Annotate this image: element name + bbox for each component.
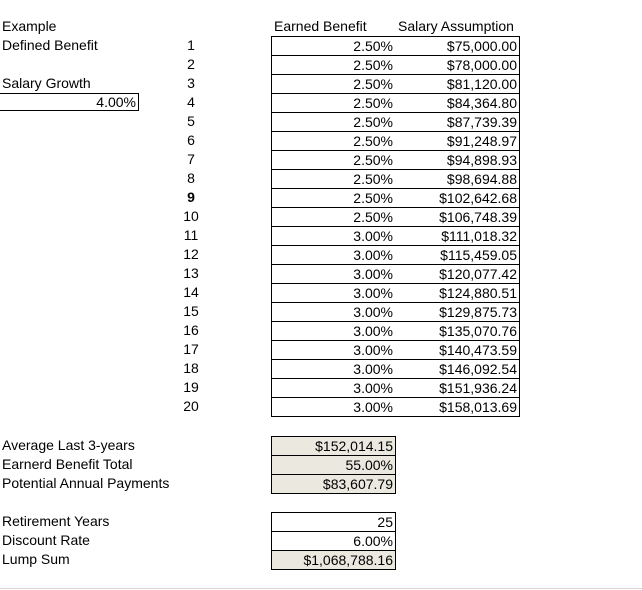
lump-sum-label: Lump Sum [2, 551, 70, 567]
salary-assumption-cell[interactable]: $81,120.00 [395, 75, 520, 94]
earned-benefit-total-label: Earnerd Benefit Total [2, 456, 133, 472]
salary-assumption-cell[interactable]: $115,459.05 [395, 246, 520, 265]
earned-benefit-cell[interactable]: 3.00% [271, 265, 396, 284]
salary-assumption-cell[interactable]: $158,013.69 [395, 398, 520, 417]
row-number: 9 [187, 189, 195, 205]
salary-assumption-cell[interactable]: $91,248.97 [395, 132, 520, 151]
earned-benefit-cell[interactable]: 2.50% [271, 208, 396, 227]
row-number: 4 [187, 94, 195, 110]
salary-assumption-cell[interactable]: $120,077.42 [395, 265, 520, 284]
salary-assumption-header: Salary Assumption [398, 18, 514, 34]
salary-assumption-cell[interactable]: $98,694.88 [395, 170, 520, 189]
salary-growth-label: Salary Growth [2, 75, 91, 91]
row-number: 17 [183, 341, 199, 357]
row-number: 8 [187, 170, 195, 186]
retirement-years-cell[interactable]: 25 [271, 512, 396, 532]
row-number: 16 [183, 322, 199, 338]
row-number: 6 [187, 132, 195, 148]
earned-benefit-cell[interactable]: 2.50% [271, 113, 396, 132]
average-last-3-years-label: Average Last 3-years [2, 437, 135, 453]
salary-assumption-cell[interactable]: $102,642.68 [395, 189, 520, 208]
row-number: 15 [183, 303, 199, 319]
row-number: 1 [187, 37, 195, 53]
salary-assumption-cell[interactable]: $87,739.39 [395, 113, 520, 132]
earned-benefit-cell[interactable]: 3.00% [271, 303, 396, 322]
earned-benefit-cell[interactable]: 2.50% [271, 36, 396, 56]
earned-benefit-cell[interactable]: 3.00% [271, 322, 396, 341]
earned-benefit-cell[interactable]: 2.50% [271, 170, 396, 189]
earned-benefit-cell[interactable]: 2.50% [271, 189, 396, 208]
salary-assumption-cell[interactable]: $124,880.51 [395, 284, 520, 303]
salary-assumption-cell[interactable]: $146,092.54 [395, 360, 520, 379]
potential-annual-payments-label: Potential Annual Payments [2, 475, 170, 491]
row-number: 5 [187, 113, 195, 129]
row-number: 13 [183, 265, 199, 281]
earned-benefit-total-cell[interactable]: 55.00% [271, 456, 396, 475]
salary-assumption-cell[interactable]: $111,018.32 [395, 227, 520, 246]
retirement-years-label: Retirement Years [2, 513, 110, 529]
salary-assumption-cell[interactable]: $129,875.73 [395, 303, 520, 322]
sheet-bottom-edge [0, 588, 642, 589]
salary-assumption-cell[interactable]: $94,898.93 [395, 151, 520, 170]
discount-rate-cell[interactable]: 6.00% [271, 532, 396, 551]
average-last-3-years-cell[interactable]: $152,014.15 [271, 436, 396, 456]
discount-rate-label: Discount Rate [2, 532, 90, 548]
salary-assumption-cell[interactable]: $75,000.00 [395, 36, 520, 56]
earned-benefit-cell[interactable]: 3.00% [271, 246, 396, 265]
earned-benefit-cell[interactable]: 3.00% [271, 379, 396, 398]
earned-benefit-cell[interactable]: 2.50% [271, 75, 396, 94]
salary-assumption-cell[interactable]: $84,364.80 [395, 94, 520, 113]
earned-benefit-cell[interactable]: 2.50% [271, 151, 396, 170]
earned-benefit-cell[interactable]: 2.50% [271, 94, 396, 113]
row-number: 18 [183, 360, 199, 376]
row-number: 12 [183, 246, 199, 262]
earned-benefit-header: Earned Benefit [274, 18, 367, 34]
potential-annual-payments-cell[interactable]: $83,607.79 [271, 475, 396, 494]
earned-benefit-cell[interactable]: 3.00% [271, 341, 396, 360]
row-number: 14 [183, 284, 199, 300]
earned-benefit-cell[interactable]: 2.50% [271, 56, 396, 75]
earned-benefit-cell[interactable]: 2.50% [271, 132, 396, 151]
earned-benefit-cell[interactable]: 3.00% [271, 284, 396, 303]
salary-assumption-cell[interactable]: $78,000.00 [395, 56, 520, 75]
defined-benefit-label: Defined Benefit [2, 37, 98, 53]
earned-benefit-cell[interactable]: 3.00% [271, 227, 396, 246]
salary-assumption-cell[interactable]: $151,936.24 [395, 379, 520, 398]
row-number: 19 [183, 379, 199, 395]
row-number: 3 [187, 75, 195, 91]
earned-benefit-cell[interactable]: 3.00% [271, 360, 396, 379]
example-label: Example [2, 18, 57, 34]
earned-benefit-cell[interactable]: 3.00% [271, 398, 396, 417]
row-number: 10 [183, 208, 199, 224]
row-number: 20 [183, 398, 199, 414]
row-number: 7 [187, 151, 195, 167]
salary-assumption-cell[interactable]: $140,473.59 [395, 341, 520, 360]
row-number: 2 [187, 56, 195, 72]
row-number: 11 [183, 227, 199, 243]
salary-assumption-cell[interactable]: $106,748.39 [395, 208, 520, 227]
salary-growth-cell[interactable]: 4.00% [0, 93, 139, 111]
salary-assumption-cell[interactable]: $135,070.76 [395, 322, 520, 341]
lump-sum-cell[interactable]: $1,068,788.16 [271, 551, 396, 570]
